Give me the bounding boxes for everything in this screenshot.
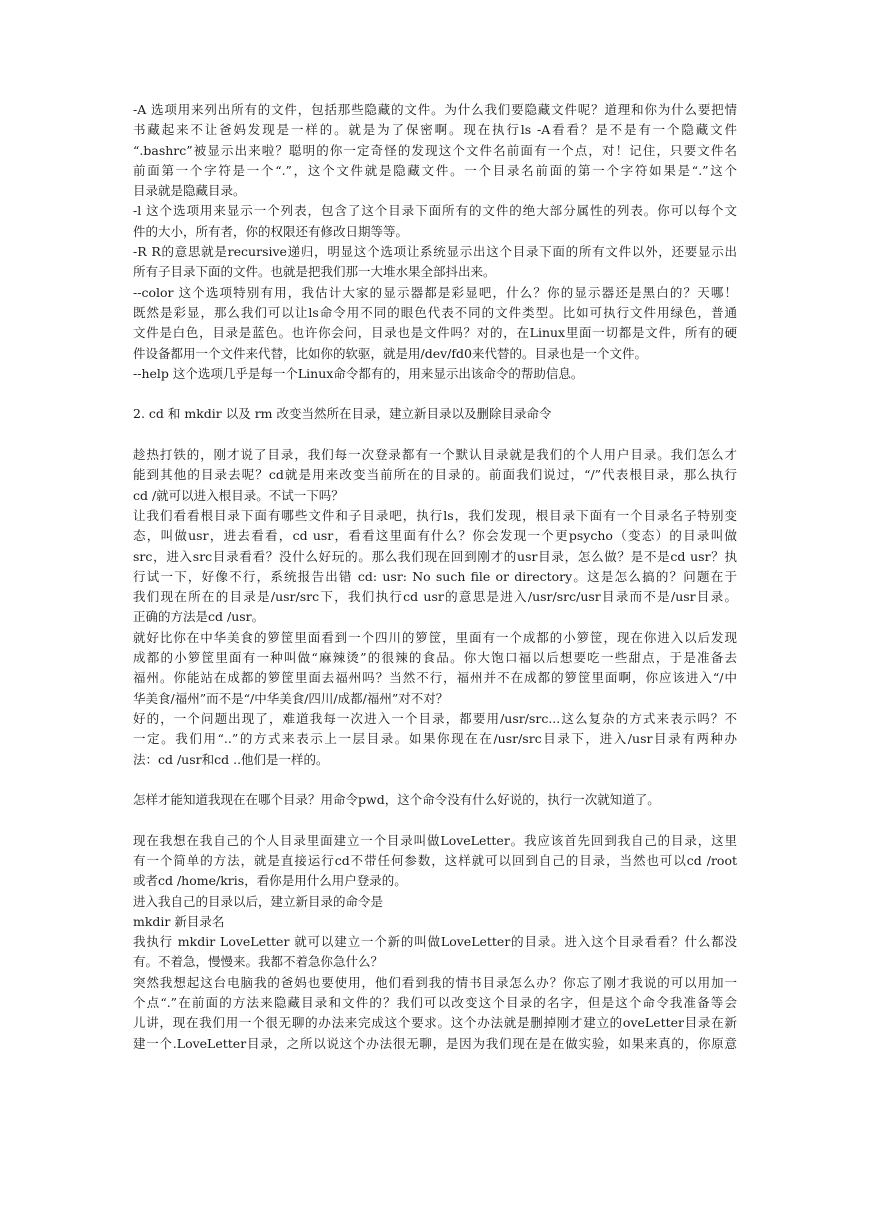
text-line: 儿讲，现在我们用一个很无聊的办法来完成这个要求。这个办法就是删掉刚才建立的oveLetter目录在新 bbox=[133, 1015, 737, 1031]
document-page bbox=[133, 100, 737, 1054]
text-line: 趁热打铁的，刚才说了目录，我们每一次登录都有一个默认目录就是我们的个人用户目录。我们怎么才 bbox=[133, 447, 737, 463]
paragraph bbox=[133, 506, 737, 628]
text-line: 法：cd /usr和cd ..他们是一样的。 bbox=[133, 751, 329, 767]
paragraph bbox=[133, 932, 737, 973]
text-line: cd /就可以进入根目录。不试一下吗？ bbox=[133, 487, 344, 503]
paragraph bbox=[133, 201, 737, 242]
text-line: 行试一下，好像不行，系统报告出错 cd: usr: No such file or directory。这是怎么搞的？问题在于 bbox=[133, 568, 737, 584]
text-line: 文件是白色，目录是蓝色。也许你会问，目录也是文件吗？对的，在Linux里面一切都是文件，所有的硬 bbox=[133, 325, 737, 341]
text-line: 件设备都用一个文件来代替，比如你的软驱，就是用/dev/fd0来代替的。目录也是一个文件。 bbox=[133, 345, 647, 361]
text-line: -l 这个选项用来显示一个列表，包含了这个目录下面所有的文件的绝大部分属性的列表。你可以每个文 bbox=[133, 203, 737, 219]
text-line: --color 这个选项特别有用，我估计大家的显示器都是彩显吧，什么？你的显示器还是黑白的？天哪！ bbox=[133, 284, 737, 300]
text-line: 或者cd /home/kris，看你是用什么用户登录的。 bbox=[133, 873, 407, 889]
text-line: 有。不着急，慢慢来。我都不着急你急什么？ bbox=[133, 954, 384, 970]
text-line: 华美食/福州”而不是“/中华美食/四川/成都/福州”对不对？ bbox=[133, 690, 449, 706]
paragraph bbox=[133, 100, 737, 201]
paragraph bbox=[133, 242, 737, 283]
paragraph bbox=[133, 404, 737, 424]
paragraph bbox=[133, 892, 737, 912]
text-line: 怎样才能知道我现在在哪个目录？用命令pwd，这个命令没有什么好说的，执行一次就知道了。 bbox=[133, 792, 660, 808]
paragraph bbox=[133, 709, 737, 770]
text-line: 一定。我们用“..”的方式来表示上一层目录。如果你现在在/usr/src目录下，进入/usr目录有两种办 bbox=[133, 731, 737, 747]
text-line: 有一个简单的方法，就是直接运行cd不带任何参数，这样就可以回到自己的目录，当然也可以cd /root bbox=[133, 852, 737, 868]
text-line: 建一个.LoveLetter目录，之所以说这个办法很无聊，是因为我们现在是在做实验，如果来真的，你原意 bbox=[133, 1035, 737, 1051]
text-line: src，进入src目录看看？没什么好玩的。那么我们现在回到刚才的usr目录，怎么做？是不是cd usr？执 bbox=[133, 548, 738, 564]
text-line: 让我们看看根目录下面有哪些文件和子目录吧，执行ls，我们发现，根目录下面有一个目录名子特别变 bbox=[133, 507, 737, 523]
text-line: 2. cd 和 mkdir 以及 rm 改变当然所在目录，建立新目录以及删除目录命令 bbox=[133, 406, 552, 422]
paragraph bbox=[133, 790, 737, 810]
text-line: 所有子目录下面的文件。也就是把我们那一大堆水果全部抖出来。 bbox=[133, 264, 496, 280]
text-line: 好的，一个问题出现了，难道我每一次进入一个目录，都要用/usr/src...这么复杂的方式来表示吗？不 bbox=[133, 710, 737, 726]
text-line: 我执行 mkdir LoveLetter 就可以建立一个新的叫做LoveLetter的目录。进入这个目录看看？什么都没 bbox=[133, 934, 737, 950]
text-line: 既然是彩显，那么我们可以让ls命令用不同的眼色代表不同的文件类型。比如可执行文件用绿色，普通 bbox=[133, 304, 737, 320]
text-line: 前面第一个字符是一个“.”，这个文件就是隐藏文件。一个目录名前面的第一个字符如果是“.”这个 bbox=[133, 162, 737, 178]
text-line: “.bashrc”被显示出来啦？聪明的你一定奇怪的发现这个文件名前面有一个点，对！记住，只要文件名 bbox=[133, 142, 737, 158]
paragraph bbox=[133, 912, 737, 932]
blank-line bbox=[133, 770, 737, 790]
text-line: -A 选项用来列出所有的文件，包括那些隐藏的文件。为什么我们要隐藏文件呢？道理和你为什么要把情 bbox=[133, 102, 737, 117]
text-line: 正确的方法是cd /usr。 bbox=[133, 609, 265, 625]
paragraph bbox=[133, 831, 737, 892]
paragraph bbox=[133, 973, 737, 1054]
blank-line bbox=[133, 810, 737, 830]
text-line: 突然我想起这台电脑我的爸妈也要使用，他们看到我的情书目录怎么办？你忘了刚才我说的可以用加一 bbox=[133, 974, 737, 990]
blank-line bbox=[133, 384, 737, 404]
text-line: mkdir 新目录名 bbox=[133, 913, 225, 929]
text-line: 成都的小箩筐里面有一种叫做“麻辣烫”的很辣的食品。你大饱口福以后想要吃一些甜点，于是准备去 bbox=[133, 650, 737, 666]
text-line: 书藏起来不让爸妈发现是一样的。就是为了保密啊。现在执行ls -A看看？是不是有一个隐藏文件 bbox=[133, 122, 737, 138]
blank-line bbox=[133, 425, 737, 445]
text-line: 福州。你能站在成都的箩筐里面去福州吗？当然不行，福州并不在成都的箩筐里面啊，你应该进入“/中 bbox=[133, 670, 737, 686]
text-line: 就好比你在中华美食的箩筐里面看到一个四川的箩筐，里面有一个成都的小箩筐，现在你进入以后发现 bbox=[133, 629, 737, 645]
text-line: 能到其他的目录去呢？cd就是用来改变当前所在的目录的。前面我们说过，“/”代表根目录，那么执行 bbox=[133, 467, 737, 483]
text-line: 个点“.”在前面的方法来隐藏目录和文件的？我们可以改变这个目录的名字，但是这个命令我准备等会 bbox=[133, 995, 737, 1011]
paragraph bbox=[133, 628, 737, 709]
paragraph bbox=[133, 445, 737, 506]
text-line: 目录就是隐藏目录。 bbox=[133, 183, 246, 199]
text-line: 我们现在所在的目录是/usr/src下，我们执行cd usr的意思是进入/usr/src/usr目录而不是/usr目录。 bbox=[133, 589, 737, 605]
text-line: -R R的意思就是recursive递归，明显这个选项让系统显示出这个目录下面的所有文件以外，还要显示出 bbox=[133, 244, 737, 260]
text-line: 态，叫做usr，进去看看，cd usr，看看这里面有什么？你会发现一个更psycho（变态）的目录叫做 bbox=[133, 528, 737, 544]
paragraph bbox=[133, 283, 737, 364]
text-line: 现在我想在我自己的个人目录里面建立一个目录叫做LoveLetter。我应该首先回到我自己的目录，这里 bbox=[133, 832, 737, 848]
paragraph bbox=[133, 364, 737, 384]
text-line: --help 这个选项几乎是每一个Linux命令都有的，用来显示出该命令的帮助信息。 bbox=[133, 365, 584, 381]
text-line: 进入我自己的目录以后，建立新目录的命令是 bbox=[133, 893, 384, 909]
text-line: 件的大小，所有者，你的权限还有修改日期等等。 bbox=[133, 223, 409, 239]
